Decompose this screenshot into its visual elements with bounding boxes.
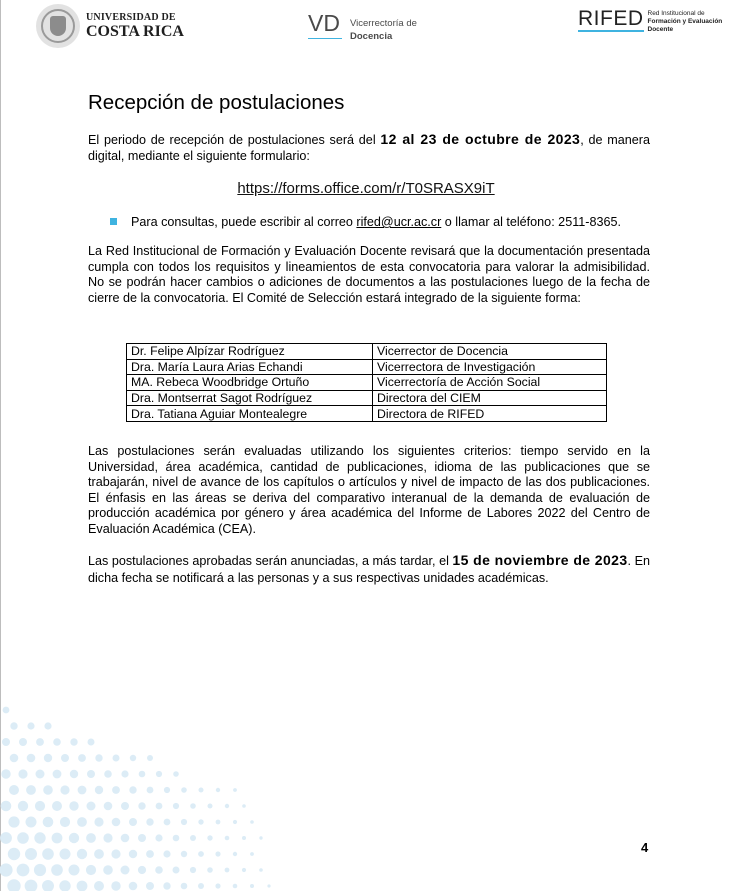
decor-dot — [43, 785, 53, 795]
committee-member-role: Vicerrector de Docencia — [373, 344, 607, 360]
decor-dot — [27, 754, 36, 763]
decor-dot — [138, 866, 146, 874]
decor-dot — [146, 850, 154, 858]
decor-dot — [198, 819, 203, 824]
decor-dot — [173, 867, 180, 874]
committee-row — [127, 390, 607, 406]
decor-dot — [9, 785, 19, 795]
decor-dot — [216, 820, 221, 825]
decor-dot — [129, 882, 138, 891]
decor-dot — [138, 834, 146, 842]
rifed-line3: Docente — [647, 26, 674, 33]
committee-member-role: Vicerrectora de Investigación — [373, 359, 607, 375]
decor-dot — [52, 833, 63, 844]
announce-paragraph — [88, 552, 650, 587]
decor-dot — [27, 722, 34, 729]
committee-row — [127, 359, 607, 375]
committee-member-name: Dra. Tatiana Aguiar Montealegre — [127, 406, 373, 422]
decor-dot — [111, 881, 120, 890]
vd-line2: Docencia — [350, 31, 393, 42]
page-header — [0, 0, 732, 60]
committee-member-name: MA. Rebeca Woodbridge Ortuño — [127, 375, 373, 391]
decor-dot — [129, 818, 137, 826]
rifed-line1: Red Institucional de — [647, 10, 705, 17]
decor-dot — [199, 788, 204, 793]
decor-dot — [129, 786, 136, 793]
decor-dot — [129, 850, 137, 858]
decor-dot — [173, 803, 179, 809]
committee-row — [127, 375, 607, 391]
decor-dot — [173, 835, 180, 842]
decor-dot — [147, 787, 154, 794]
decor-dot — [94, 881, 104, 891]
decor-dot — [17, 864, 30, 877]
decor-dot — [181, 787, 187, 793]
decor-dot — [7, 879, 20, 891]
decor-dot — [36, 738, 44, 746]
decor-dot — [18, 769, 27, 778]
decor-dot — [69, 865, 80, 876]
decor-dot — [113, 755, 120, 762]
decor-dot — [147, 755, 153, 761]
decor-dot — [198, 883, 204, 889]
decor-dot — [77, 881, 88, 891]
committee-member-name: Dra. María Laura Arias Echandi — [127, 359, 373, 375]
decor-dot — [26, 817, 37, 828]
decor-dot — [70, 738, 77, 745]
decor-dot — [35, 801, 45, 811]
decor-dot — [10, 754, 19, 763]
contact-bullet — [110, 214, 621, 230]
ucr-logo-line1: UNIVERSIDAD DE — [86, 11, 176, 23]
decor-dot — [259, 836, 262, 839]
decor-dot — [250, 820, 254, 824]
decor-dot — [44, 722, 51, 729]
decor-dot — [146, 818, 153, 825]
decor-dot — [112, 818, 121, 827]
decor-dot — [94, 849, 104, 859]
decor-dot — [181, 883, 188, 890]
decor-dot — [156, 803, 163, 810]
decor-dot — [86, 833, 96, 843]
decor-dot — [173, 771, 179, 777]
decor-dot — [53, 770, 62, 779]
decor-dot — [25, 880, 38, 891]
decor-dot — [43, 817, 54, 828]
section-title: Recepción de postulaciones — [88, 91, 345, 114]
decor-dot — [25, 848, 37, 860]
decor-dot — [77, 817, 87, 827]
decor-dot — [163, 882, 170, 889]
decor-dot — [242, 836, 246, 840]
committee-member-role: Directora de RIFED — [373, 406, 607, 422]
committee-member-role: Directora del CIEM — [373, 390, 607, 406]
decor-dot — [95, 786, 103, 794]
decor-dot — [121, 866, 130, 875]
form-link-row — [0, 180, 732, 197]
committee-member-name: Dr. Felipe Alpízar Rodríguez — [127, 344, 373, 360]
decor-dot — [225, 868, 230, 873]
decor-dot — [53, 738, 61, 746]
decor-dot — [95, 754, 102, 761]
decor-dot — [94, 817, 103, 826]
decor-dot — [3, 707, 10, 714]
decor-dot — [103, 865, 113, 875]
decor-dot — [225, 804, 229, 808]
committee-row — [127, 344, 607, 360]
decor-dot — [208, 804, 213, 809]
dot-pattern-decoration — [0, 700, 300, 891]
committee-row — [127, 406, 607, 422]
decor-dot — [242, 868, 246, 872]
decor-dot — [121, 834, 130, 843]
ucr-logo-line2: COSTA RICA — [86, 22, 184, 40]
decor-dot — [155, 866, 163, 874]
decor-dot — [51, 864, 63, 876]
decor-dot — [42, 880, 54, 891]
decor-dot — [215, 851, 220, 856]
decor-dot — [233, 852, 237, 856]
decor-dot — [190, 867, 196, 873]
decor-dot — [146, 882, 154, 890]
decor-dot — [88, 739, 95, 746]
decor-dot — [34, 864, 46, 876]
decor-dot — [164, 787, 170, 793]
decor-dot — [104, 802, 113, 811]
decor-dot — [104, 770, 112, 778]
decor-dot — [42, 848, 54, 860]
decor-dot — [250, 884, 254, 888]
intro-dates: 12 al 23 de octubre de 2023 — [380, 131, 581, 147]
decor-dot — [233, 820, 237, 824]
decor-dot — [250, 852, 254, 856]
decor-dot — [103, 833, 112, 842]
decor-dot — [44, 754, 52, 762]
decor-dot — [17, 832, 29, 844]
vd-logo — [308, 10, 417, 43]
page-number: 4 — [641, 840, 649, 855]
decor-dot — [112, 786, 120, 794]
decor-dot — [215, 883, 220, 888]
decor-dot — [59, 880, 70, 891]
committee-member-role: Vicerrectoría de Acción Social — [373, 375, 607, 391]
announce-date: 15 de noviembre de 2023 — [452, 552, 628, 568]
intro-text-a: El periodo de recepción de postulaciones será del — [88, 133, 381, 147]
decor-dot — [18, 801, 28, 811]
decor-dot — [155, 834, 162, 841]
decor-dot — [163, 850, 170, 857]
rifed-mark: RIFED — [578, 7, 644, 30]
decor-dot — [0, 863, 13, 876]
decor-dot — [36, 770, 45, 779]
bullet-square-icon — [110, 218, 117, 225]
decor-dot — [34, 832, 45, 843]
decor-dot — [190, 803, 196, 809]
decor-dot — [52, 801, 62, 811]
intro-text-b: , de manera digital, mediante el siguiente formulario: — [88, 133, 650, 163]
decor-dot — [233, 884, 238, 889]
contact-email-link[interactable]: rifed@ucr.ac.cr — [356, 215, 442, 229]
decor-dot — [69, 801, 78, 810]
decor-dot — [8, 816, 19, 827]
decor-dot — [190, 835, 196, 841]
decor-dot — [0, 832, 12, 844]
decor-dot — [121, 770, 128, 777]
decor-dot — [181, 851, 187, 857]
decor-dot — [78, 786, 87, 795]
rifed-line2: Formación y Evaluación — [647, 18, 723, 25]
decor-dot — [60, 817, 70, 827]
rifed-logo — [578, 8, 722, 34]
decor-dot — [1, 769, 10, 778]
decor-dot — [61, 754, 69, 762]
ucr-seal-icon — [36, 4, 80, 48]
decor-dot — [19, 738, 27, 746]
decor-dot — [138, 802, 145, 809]
decor-dot — [259, 868, 263, 872]
decor-dot — [111, 849, 120, 858]
announce-text-a: Las postulaciones aprobadas serán anunciadas, a más tardar, el — [88, 554, 453, 568]
decor-dot — [1, 801, 12, 812]
decor-dot — [181, 819, 187, 825]
review-paragraph: La Red Institucional de Formación y Evaluación Docente revisará que la documentación presentada cumpla con todos los requisitos y lineamientos de esta convocatoria para valorar la admisibilidad. No se podrán hacer cambios o adiciones de documentos a las postulaciones luego de la fecha de cierre de la convocatoria. El Comité de Selección estará integrado de la siguiente forma: — [88, 244, 650, 305]
decor-dot — [216, 788, 220, 792]
decor-dot — [130, 755, 136, 761]
decor-dot — [70, 770, 78, 778]
decor-dot — [121, 802, 129, 810]
decor-dot — [60, 785, 69, 794]
decor-dot — [87, 802, 96, 811]
contact-text-b: o llamar al teléfono: 2511-8365. — [441, 215, 621, 229]
decor-dot — [87, 770, 95, 778]
decor-dot — [10, 722, 17, 729]
decor-dot — [60, 849, 71, 860]
decor-dot — [2, 738, 10, 746]
decor-dot — [233, 788, 237, 792]
decor-dot — [207, 867, 213, 873]
decor-dot — [207, 835, 212, 840]
decor-dot — [164, 819, 171, 826]
vd-mark: VD — [308, 10, 342, 39]
contact-text-a: Para consultas, puede escribir al correo — [131, 215, 357, 229]
decor-dot — [225, 836, 230, 841]
criteria-paragraph: Las postulaciones serán evaluadas utilizando los siguientes criterios: tiempo servido en la Universidad, área académica, cantidad de publicaciones, idioma de las publicaciones que se trabajarán, nivel de avance de los capítulos o artículos y nivel de impacto de las dos publicaciones. El énfasis en las áreas se deriva del comparativo interanual de la demanda de evaluación de producción académica por género y área académica del Informe de Labores 2022 del Centro de Evaluación Académica (CEA). — [88, 444, 650, 536]
announce-text-b: . En dicha fecha se notificará a las personas y a sus respectivas unidades académicas. — [88, 554, 650, 585]
decor-dot — [77, 849, 87, 859]
decor-dot — [26, 785, 36, 795]
decor-dot — [156, 771, 162, 777]
decor-dot — [78, 754, 86, 762]
decor-dot — [69, 833, 79, 843]
vd-line1: Vicerrectoría de — [350, 18, 417, 29]
decor-dot — [242, 804, 246, 808]
decor-dot — [198, 851, 204, 857]
committee-member-name: Dra. Montserrat Sagot Rodríguez — [127, 390, 373, 406]
committee-table — [126, 343, 607, 422]
form-link[interactable]: https://forms.office.com/r/T0SRASX9iT — [237, 180, 495, 197]
decor-dot — [8, 848, 20, 860]
decor-dot — [267, 884, 270, 887]
ucr-logo — [36, 4, 184, 48]
intro-paragraph — [88, 132, 650, 164]
decor-dot — [139, 771, 146, 778]
decor-dot — [86, 865, 96, 875]
